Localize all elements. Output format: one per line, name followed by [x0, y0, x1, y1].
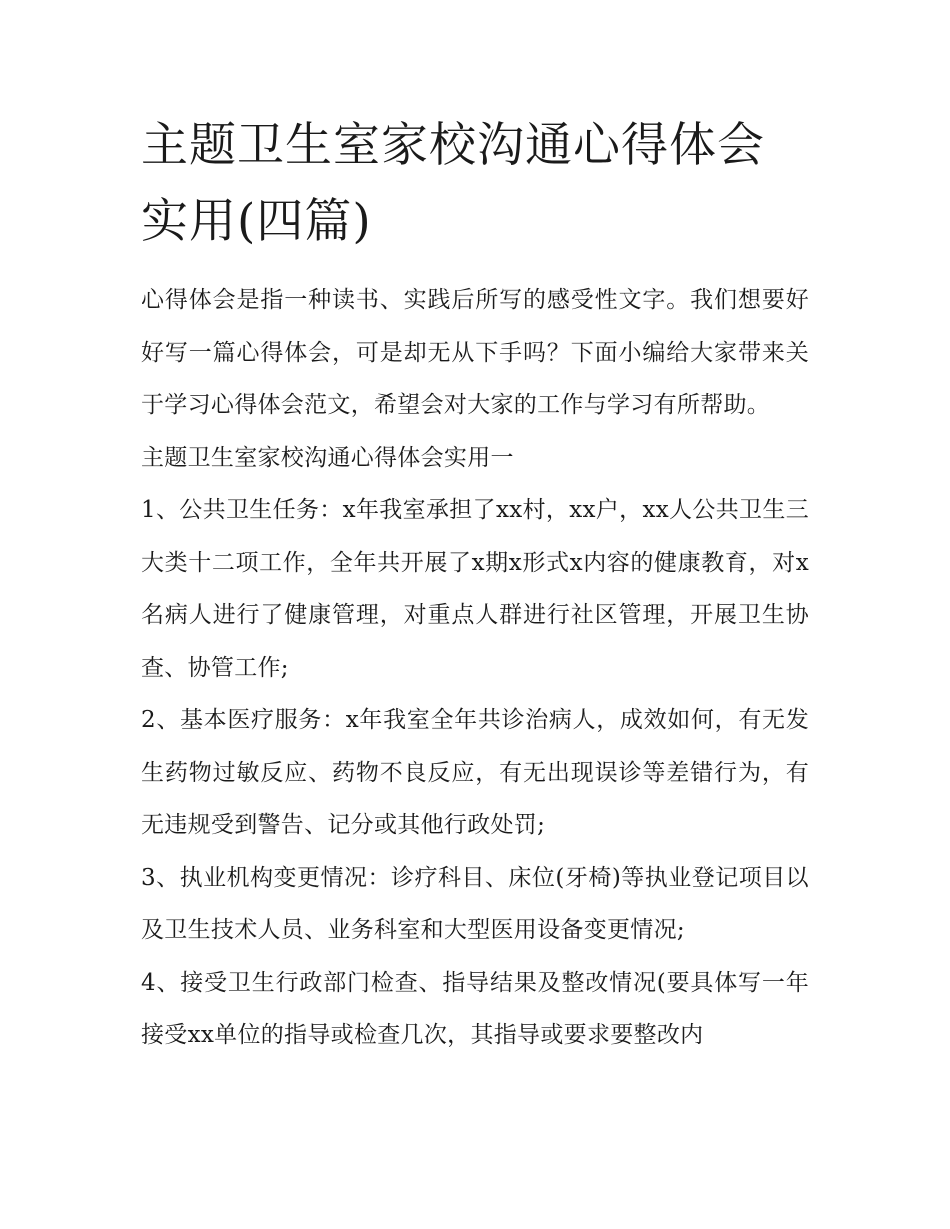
list-item-2: 2、基本医疗服务：x年我室全年共诊治病人，成效如何，有无发生药物过敏反应、药物不良反应，有无出现误诊等差错行为，有无违规受到警告、记分或其他行政处罚;	[141, 707, 809, 838]
section-heading: 主题卫生室家校沟通心得体会实用一	[141, 444, 514, 471]
document-title: 主题卫生室家校沟通心得体会实用(四篇)	[141, 118, 765, 249]
list-item-1: 1、公共卫生任务：x年我室承担了xx村，xx户，xx人公共卫生三大类十二项工作，全年共开展了x期x形式x内容的健康教育，对x名病人进行了健康管理，对重点人群进行社区管理，开展卫生协查、协管工作;	[141, 497, 809, 681]
list-item-3: 3、执业机构变更情况：诊疗科目、床位(牙椅)等执业登记项目以及卫生技术人员、业务科室和大型医用设备变更情况;	[141, 864, 809, 943]
document-content	[141, 108, 821, 1062]
list-item-4: 4、接受卫生行政部门检查、指导结果及整改情况(要具体写一年接受xx单位的指导或检查几次，其指导或要求要整改内	[141, 969, 809, 1048]
intro-paragraph: 心得体会是指一种读书、实践后所写的感受性文字。我们想要好好写一篇心得体会，可是却无从下手吗？下面小编给大家带来关于学习心得体会范文，希望会对大家的工作与学习有所帮助。	[141, 287, 809, 418]
document-body	[141, 274, 821, 1062]
